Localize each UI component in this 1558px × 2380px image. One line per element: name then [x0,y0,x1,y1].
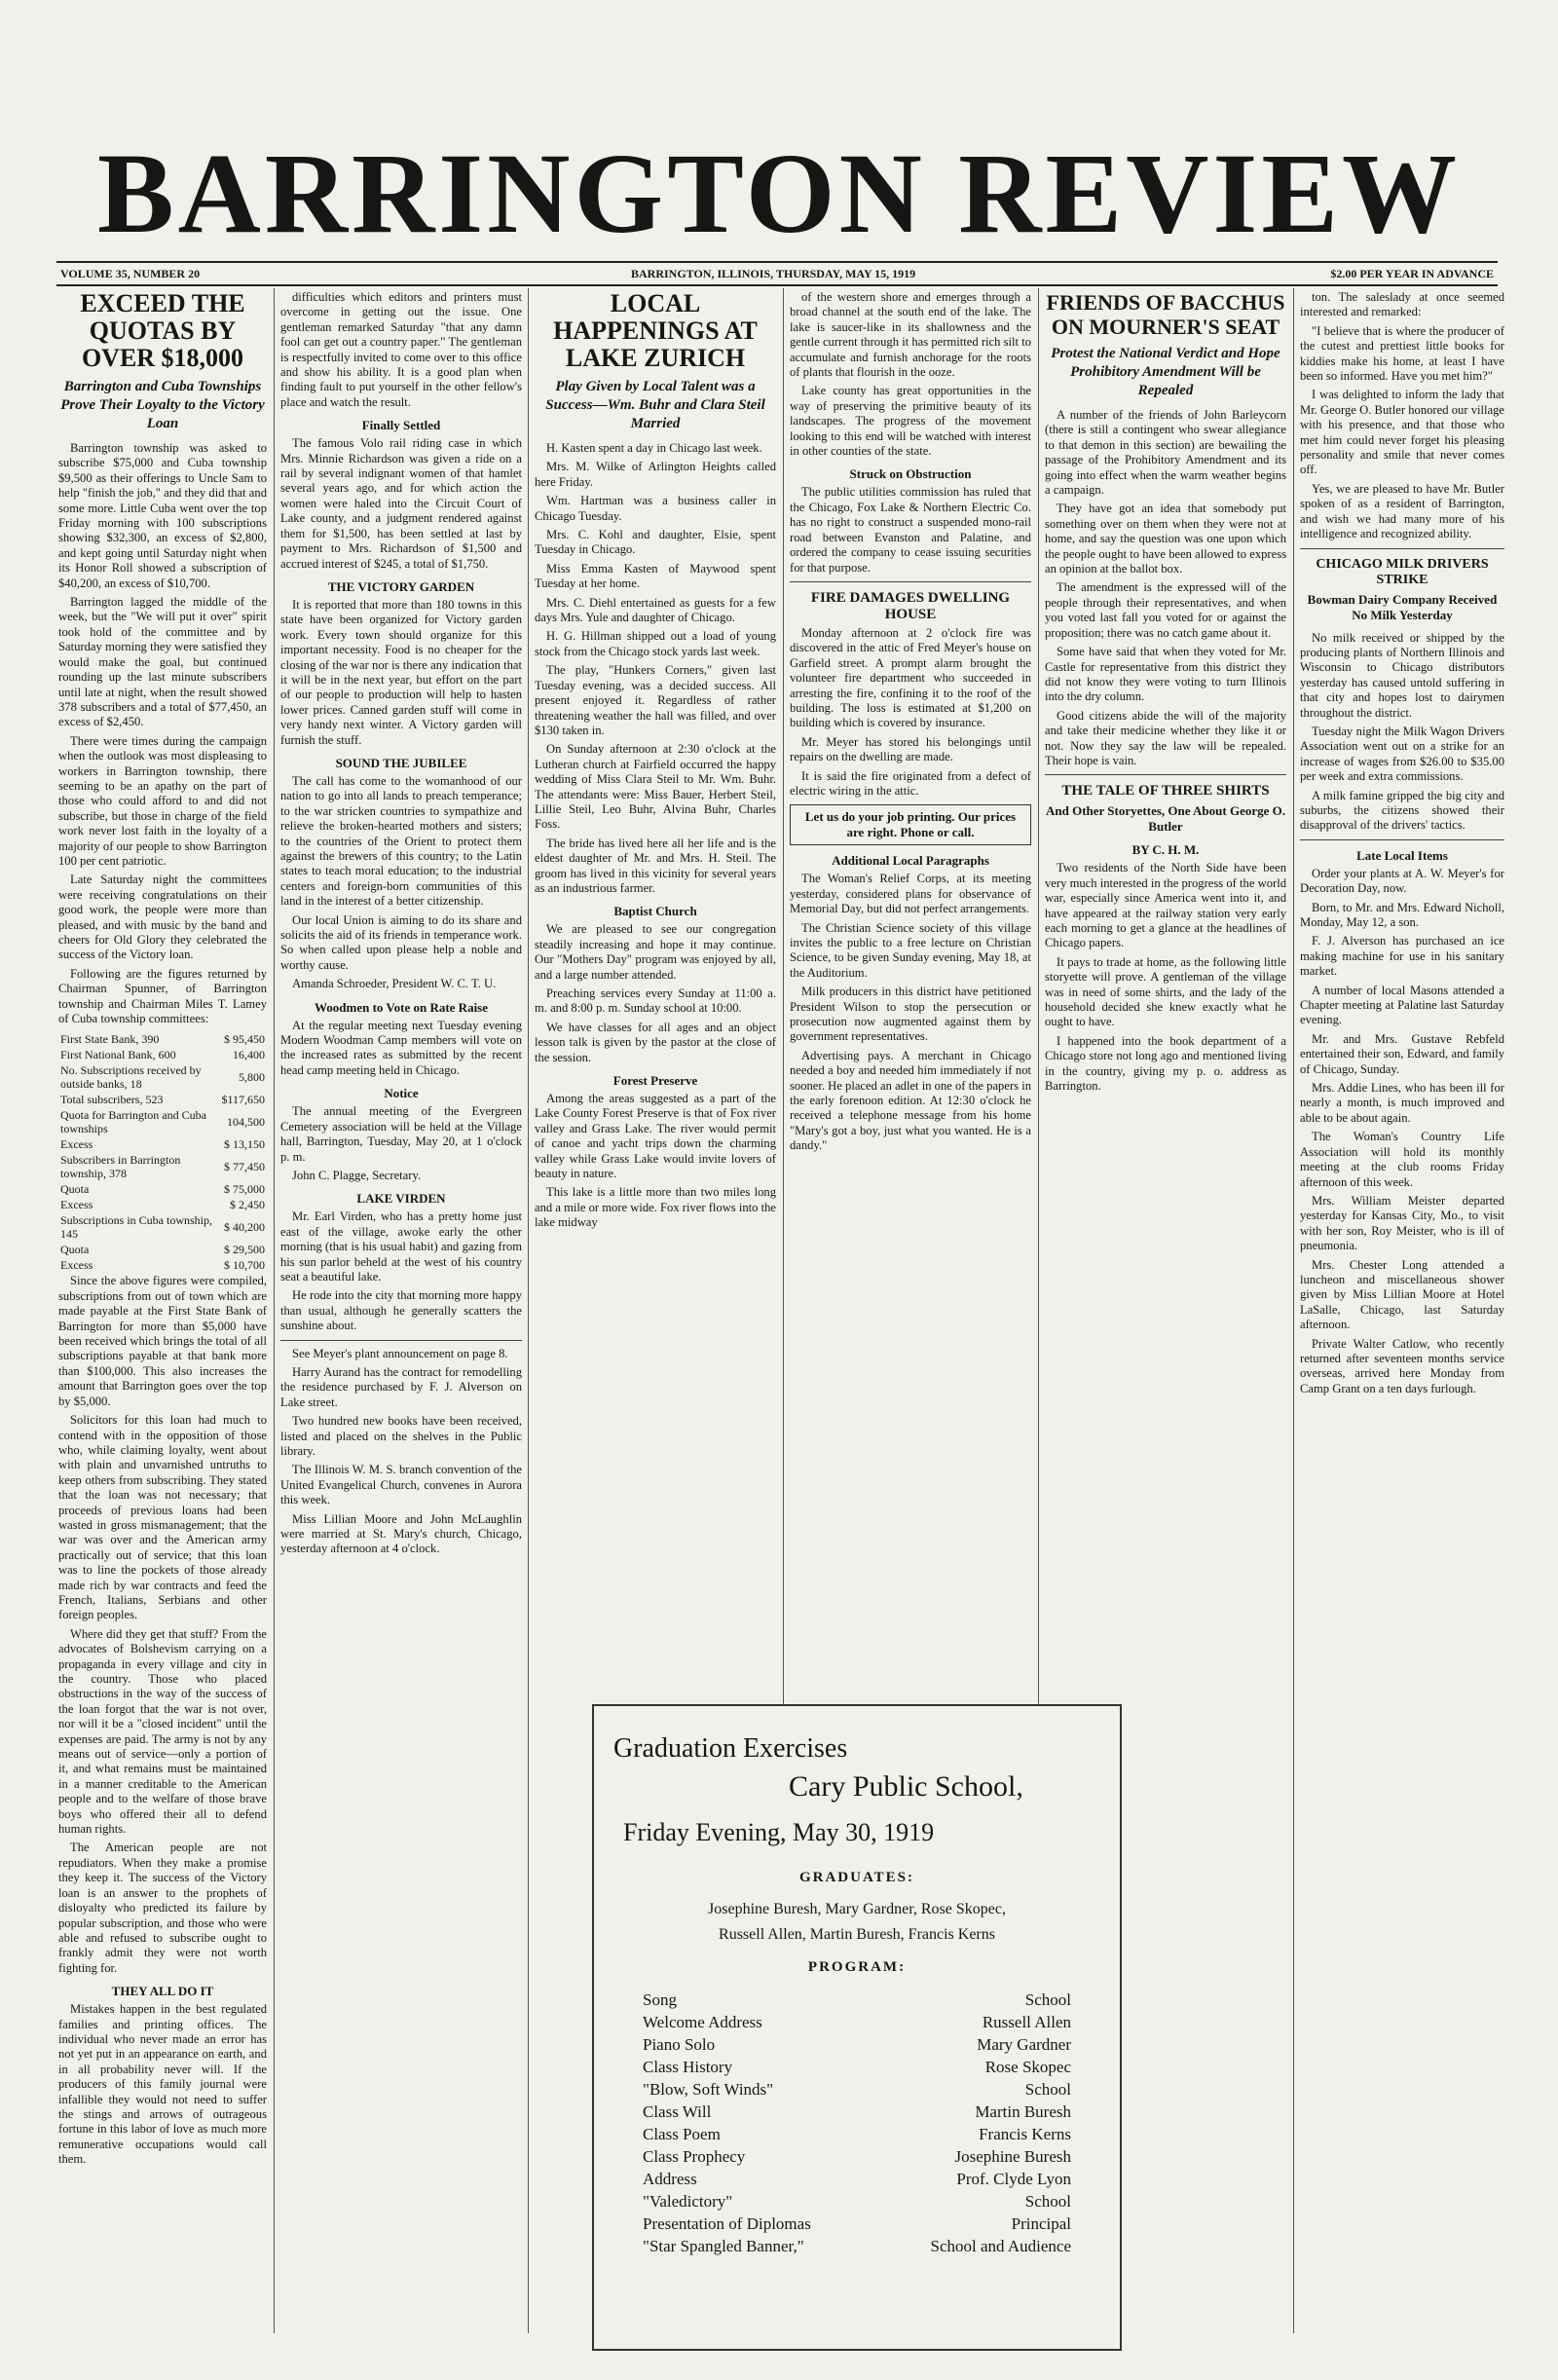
article-paragraph: Yes, we are pleased to have Mr. Butler spoken of as a resident of Barrington, and wish we had many more of his intelligence and recognized ability. [1300,481,1504,541]
article-paragraph: "I believe that is where the producer of the cutest and prettiest little books for kiddies make his home, at least I have been so informed. Have you met him?" [1300,323,1504,384]
table-row: "Valedictory" School [643,2192,1071,2211]
table-row: Excess $ 13,150 [60,1137,265,1152]
article-paragraph: The public utilities commission has ruled that the Chicago, Fox Lake & Northern Electric Co. has no right to construct a suspended mono-rail road between Evanston and Palatine, and ordered the company to cease issuing securities for that purpose. [790,485,1031,575]
news-item: Mrs. C. Kohl and daughter, Elsie, spent Tuesday in Chicago. [535,528,776,557]
heading-lake-virden: LAKE VIRDEN [356,1191,446,1207]
news-item: Milk producers in this district have petitioned President Wilson to stop the persecution or prosecution now augmented against them by government representatives. [790,985,1031,1044]
article-paragraph: Since the above figures were compiled, subscriptions from out of town which are made payable at the First State Bank of Barrington for more than $5,000 have been received which brings the total of all subscriptions payable at that bank more than $100,000. This also increases the amount that Barrington goes over the top by $5,000. [58,1274,267,1408]
heading-forest-preserve: Forest Preserve [612,1073,698,1089]
headline-three-shirts: THE TALE OF THREE SHIRTS [1061,783,1270,800]
table-row: Piano Solo Mary Gardner [643,2035,1071,2054]
news-item: The Christian Science society of this village invites the public to a free lecture on Christian Science, to be given Sunday evening, May 18, at the Auditorium. [790,920,1031,980]
news-item: The Woman's Relief Corps, at its meeting yesterday, considered plans for observance of Memorial Day, but did not perfect arrangements. [790,872,1031,916]
news-item: On Sunday afternoon at 2:30 o'clock at the Lutheran church at Fairfield occurred the happy wedding of Miss Clara Steil to Mr. Wm. Buhr. The attendants were: Miss Bauer, Herbert Steil, Lillie Steil, Leo Buhr, Alvina Buhr, Charles Foss. [535,742,776,832]
headline-milk-strike: CHICAGO MILK DRIVERS STRIKE [1316,556,1489,587]
subhead-milk-strike: Bowman Dairy Company Received No Milk Yesterday [1307,591,1498,622]
article-paragraph: Late Saturday night the committees were receiving congratulations on their good work, the people were more than pleased, and with music by the band and cheers for Old Glory they celebrated the success of the Victory loan. [58,873,267,962]
news-item: The Illinois W. M. S. branch convention of the United Evangelical Church, convenes in Aurora this week. [280,1463,522,1507]
news-item: H. Kasten spent a day in Chicago last week. [546,441,762,455]
signature: John C. Plagge, Secretary. [292,1168,422,1182]
news-item: Born, to Mr. and Mrs. Edward Nicholl, Monday, May 12, a son. [1300,900,1504,929]
column-rule [1293,288,1294,2333]
table-row: Subscriptions in Cuba township, 145 $ 40,200 [60,1213,265,1242]
article-paragraph: He rode into the city that morning more happy than usual, although he generally scatters the sunshine about. [280,1288,522,1333]
article-paragraph: difficulties which editors and printers must overcome in getting out the issue. One gentleman remarked Saturday "that any damn fool can get out a country paper." The gentleman is respectfully invited to come over to this office and show his ability. It is a good plan when finding fault to put yourself in the other fellow's place and watch the result. [280,290,522,409]
article-paragraph: Some have said that when they voted for Mr. Castle for representative from this district they did not know they were voting to turn Illinois into the dry column. [1045,645,1286,704]
column-rule [528,288,529,2333]
table-row: Quota $ 75,000 [60,1182,265,1197]
article-paragraph: The famous Volo rail riding case in which Mrs. Minnie Richardson was given a ride on a rail by several indignant women of that hamlet several years ago, and for which action the women were haled into the Circuit Court of Lake county, and a judgment rendered against them for $1,500, has been settled at last by payment to Mrs. Richardson of $1,500 and accrued interest of $245, a total of $1,750. [280,436,522,571]
table-row: Excess $ 2,450 [60,1198,265,1212]
article-paragraph: We have classes for all ages and an object lesson talk is given by the pastor at the close of the session. [535,1020,776,1064]
heading-additional-paragraphs: Additional Local Paragraphs [832,853,989,869]
article-paragraph: I happened into the book department of a Chicago store not long ago and mentioned living in the country, giving my p. o. address as Barrington. [1045,1033,1286,1094]
loan-figures-table [58,1030,267,1274]
school-name: Cary Public School, [789,1770,1023,1803]
article-paragraph: A milk famine gripped the big city and suburbs, the citizens showed their disapproval of the drivers' tactics. [1300,788,1504,833]
program-table [643,1989,1071,2257]
article-paragraph: Monday afternoon at 2 o'clock fire was discovered in the attic of Fred Meyer's house on Garfield street. A prompt alarm brought the volunteer fire department who succeeded in arresting the fire, confining it to the roof of the building. The loss is estimated at $1,200 on building which is covered by insurance. [790,625,1031,730]
article-paragraph: It pays to trade at home, as the following little storyette will prove. A gentleman of the village was in need of some shirts, and the lady of the household decided she knew exactly what he ought to have. [1045,954,1286,1029]
news-item: The bride has lived here all her life and is the eldest daughter of Mr. and Mrs. H. Steil. The groom has lived in this vicinity for several years as an industrious farmer. [535,836,776,895]
article-paragraph: The amendment is the expressed will of the people through their representatives, and when you voted last fall you voted for or against the proposition; there was no catch game about it. [1045,580,1286,640]
article-paragraph: This lake is a little more than two miles long and a mile or more wide. Fox river flows into the lake midway [535,1185,776,1230]
article-paragraph: The American people are not repudiators. When they make a promise they keep it. The success of the Victory loan is an answer to the prophets of disloyalty who predicted its failure by popular subscription, and those who were able and refused to subscribe ought to frankly admit they were not worth fighting for. [58,1841,267,1975]
table-row: Subscribers in Barrington township, 378 $ 77,450 [60,1153,265,1181]
graduates-line: Josephine Buresh, Mary Gardner, Rose Skopec, [708,1901,1006,1917]
article-paragraph: Barrington township was asked to subscribe $75,000 and Cuba township $9,500 as their offerings to Uncle Sam to help "finish the job," and they did that and some more. Little Cuba went over the top Friday morning with 100 subscriptions showing $32,300, an excess of $2,800, and kept going until Saturday night when its Honor Roll showed a subscription of $40,200, an excess of $10,700. [58,441,267,590]
article-paragraph: No milk received or shipped by the producing plants of Northern Illinois and Wisconsin to Chicago distributors yesterday has caused untold suffering in that city and hopes lost to dairymen throughout the district. [1300,630,1504,720]
issue-place-date: BARRINGTON, ILLINOIS, THURSDAY, MAY 15, 1919 [631,267,916,280]
table-row: First National Bank, 600 16,400 [60,1048,265,1062]
article-paragraph: At the regular meeting next Tuesday evening Modern Woodman Camp members will vote on the increased rates as submitted by the recent head camp meeting held in Chicago. [280,1018,522,1077]
table-row: Class Poem Francis Kerns [643,2125,1071,2143]
divider [280,1340,522,1341]
dateline-bar [56,261,1498,286]
article-paragraph: Preaching services every Sunday at 11:00 a. m. and 8:00 p. m. Sunday school at 10:00. [535,986,776,1016]
news-item: Harry Aurand has the contract for remodelling the residence purchased by F. J. Alverson on Lake street. [280,1364,522,1409]
divider [790,581,1031,582]
divider [1045,774,1286,775]
table-row: Total subscribers, 523 $117,650 [60,1093,265,1107]
heading-they-all-do-it: THEY ALL DO IT [111,1984,214,1999]
byline: BY C. H. M. [1131,842,1200,858]
article-paragraph: Good citizens abide the will of the majority and take their medicine whether they like it or not. Now they say the law will be repealed. Their hope is vain. [1045,708,1286,767]
job-printing-ad: Let us do your job printing. Our prices are right. Phone or call. [790,804,1031,845]
subhead-three-shirts: And Other Storyettes, One About George O. Butler [1045,803,1286,835]
article-paragraph: Solicitors for this loan had much to contend with in the opposition of those who, while claiming loyalty, went about with plain and unvarnished untruths to keep others from subscribing. They stated that the loan was not necessary; that proceeds of previous loans had been wasted in gross mismanagement; that the war was over and the American army practically out of service; that this loan was to line the pockets of those already made rich by war contracts and feed the French, Italians, Serbians and other foreign peoples. [58,1413,267,1622]
article-paragraph: The call has come to the womanhood of our nation to go into all lands to preach temperance; to the war stricken countries to sympathize and relieve the broken-hearted mothers and sisters; to the countries of the Orient to protect them against the brewers of this country; to the Latin states to teach moral education; to the industrial centers and foreign-born communities of this land in the interest of a better citizenship. [280,773,522,909]
heading-sound-jubilee: SOUND THE JUBILEE [335,755,467,770]
news-item: H. G. Hillman shipped out a load of young stock from the Chicago stock yards last week. [535,629,776,658]
article-paragraph: We are pleased to see our congregation steadily increasing and hope it may continue. Our "Mothers Day" program was enjoyed by all, and a large number attended. [535,922,776,982]
article-paragraph: ton. The saleslady at once seemed interested and remarked: [1300,290,1504,319]
table-row: Class Will Martin Buresh [643,2102,1071,2121]
news-item: See Meyer's plant announcement on page 8. [292,1346,508,1360]
article-paragraph: It is said the fire originated from a defect of electric wiring in the attic. [790,768,1031,798]
article-paragraph: The annual meeting of the Evergreen Cemetery association will be held at the Village hall, Barrington, Tuesday, May 20, at 1 o'clock p. m. [280,1104,522,1164]
news-item: Mrs. William Meister departed yesterday for Kansas City, Mo., to visit with her son, Roy Meister, who is ill of pneumonia. [1300,1193,1504,1253]
divider [1300,839,1504,840]
headline-friends-bacchus: FRIENDS OF BACCHUS ON MOURNER'S SEAT [1046,290,1285,339]
heading-baptist-church: Baptist Church [613,904,697,919]
table-row: "Blow, Soft Winds" School [643,2080,1071,2099]
article-paragraph: Mr. Earl Virden, who has a pretty home just east of the village, awoke early the other morning (that is his usual habit) and gazing from his sun parlor beheld at the west of his country seat a beautiful lake. [280,1209,522,1283]
graduates-label: GRADUATES: [798,1870,915,1885]
article-paragraph: They have got an idea that somebody put something over on them when they were not at home, and say the question was one upon which the people ought to have been allowed to express an opinion at the ballot box. [1045,502,1286,576]
heading-notice: Notice [384,1086,419,1101]
graduates-list [613,1897,1100,1948]
divider [1300,548,1504,549]
graduation-date: Friday Evening, May 30, 1919 [623,1818,935,1846]
news-item: Wm. Hartman was a business caller in Chicago Tuesday. [535,494,776,523]
table-row: Quota for Barrington and Cuba townships 104,500 [60,1108,265,1136]
article-paragraph: of the western shore and emerges through a broad channel at the south end of the lake. The lake is saucer-like in its shallowness and the gentle current through it has permitted rich silt to accumulate and furnish anchorage for the roots of plants that flourish in the ooze. [790,290,1031,380]
table-row: Excess $ 10,700 [60,1258,265,1273]
article-paragraph: Mr. Meyer has stored his belongings until repairs on the dwelling are made. [790,734,1031,764]
headline-lake-zurich: LOCAL HAPPENINGS AT LAKE ZURICH [553,290,758,372]
news-item: Miss Lillian Moore and John McLaughlin were married at St. Mary's church, Chicago, yesterday afternoon at 4 o'clock. [280,1511,522,1556]
news-item: The play, "Hunkers Corners," given last Tuesday evening, was a decided success. All present enjoyed it. Regardless of rather threatening weather the hall was filled, and over $130 taken in. [535,663,776,737]
column-2 [280,290,522,2345]
headline-fire-damages: FIRE DAMAGES DWELLING HOUSE [810,589,1011,622]
table-row: Class Prophecy Josephine Buresh [643,2147,1071,2166]
table-row: Address Prof. Clyde Lyon [643,2170,1071,2188]
program-label: PROGRAM: [807,1959,907,1975]
article-paragraph: Two residents of the North Side have been very much interested in the progress of the world war, especially since America went into it, and have appeared at the railway station very early each morning to get a glance at the headlines of Chicago papers. [1045,861,1286,950]
graduation-announcement [592,1704,1122,2351]
signature: Amanda Schroeder, President W. C. T. U. [292,977,497,991]
subhead-victory-loan: Barrington and Cuba Townships Prove Their Loyalty to the Victory Loan [60,379,265,431]
news-item: A number of local Masons attended a Chapter meeting at Palatine last Saturday evening. [1300,983,1504,1027]
article-paragraph: It is reported that more than 180 towns in this state have been organized for Victory garden work. Every town should organize for this important necessity. Food is no cheaper for the closing of the war nor is there any indication that it will be in the next year, but effort on the part of our people to production will help to hasten lower prices. Canned garden stuff will come in very handy next winter. A Victory garden will furnish the stuff. [280,597,522,747]
table-row: Welcome Address Russell Allen [643,2013,1071,2031]
article-paragraph: A number of the friends of John Barleycorn (there is still a contingent who swear allegiance to that demon in this section) are bewailing the passage of the Prohibitory Amendment and its going into effect when the warm weather begins a campaign. [1045,408,1286,498]
heading-struck-obstruction: Struck on Obstruction [849,466,972,482]
column-rule [274,288,275,2333]
subscription-price: $2.00 PER YEAR IN ADVANCE [1330,267,1494,280]
masthead-title: BARRINGTON REVIEW [96,130,1462,257]
column-1 [58,290,267,2345]
table-row: Presentation of Diplomas Principal [643,2214,1071,2233]
news-item: Private Walter Catlow, who recently returned after seventeen months service overseas, arrived here Monday from Camp Grant on a ten days furlough. [1300,1336,1504,1395]
column-4 [790,290,1031,1697]
article-paragraph: Barrington lagged the middle of the week, but the "We will put it over" spirit took hold of the committee and by Saturday morning they were satisfied they would make the goal, but continued rounding up the last minute subscribers until late at night, when the result showed 378 subscribers and a total of $77,450, an excess of $2,450. [58,595,267,729]
article-paragraph: Tuesday night the Milk Wagon Drivers Association went out on a strike for an increase of wages from $26.00 to $35.00 per week and extra commissions. [1300,724,1504,784]
article-paragraph: Mistakes happen in the best regulated families and printing offices. The individual who never made an error has not yet put in an appearance on earth, and in all probability never will. If the producers of this family journal were infallible they would not need to suffer the stings and arrows of outrageous fortune in this labor of love as much more remunerative occupations would call them. [58,2002,267,2167]
news-item: Miss Emma Kasten of Maywood spent Tuesday at her home. [535,561,776,591]
news-item: Order your plants at A. W. Meyer's for Decoration Day, now. [1300,866,1504,896]
table-row: "Star Spangled Banner," School and Audience [643,2237,1071,2255]
column-3 [535,290,776,1697]
article-paragraph: I was delighted to inform the lady that Mr. George O. Butler honored our village with his presence, and that those who met him could never forget his pleasing personality and smile that never comes off. [1300,388,1504,477]
article-paragraph: Where did they get that stuff? From the advocates of Bolshevism carrying on a propaganda in every village and city in the country. Those who placed obstructions in the way of the success of the loan forgot that the war is not over, nor will it be a "closed incident" until the expenses are paid. The army is not by any means out of service—only a portion of it, and what remains must be maintained in a manner creditable to the American people and to the welfare of those brave boys who offered their all to defend human rights. [58,1626,267,1837]
news-item: Two hundred new books have been received, listed and placed on the shelves in the Public library. [280,1414,522,1458]
article-paragraph: Lake county has great opportunities in the way of preserving the primitive beauty of its landscapes. The progress of the movement looking to this end will be watched with interest in other counties of the state. [790,384,1031,459]
news-item: Mrs. Addie Lines, who has been ill for nearly a month, is much improved and able to be about again. [1300,1081,1504,1125]
news-item: Mr. and Mrs. Gustave Rebfeld entertained their son, Edward, and family of Chicago, Sunday. [1300,1031,1504,1076]
subhead-prohibition: Protest the National Verdict and Hope Prohibitory Amendment Will be Repealed [1051,346,1280,398]
heading-finally-settled: Finally Settled [361,418,441,433]
heading-late-local-items: Late Local Items [1356,847,1448,863]
article-paragraph: Following are the figures returned by Chairman Spunner, of Barrington township and Chairman Miles T. Lamey of Cuba township committees: [58,966,267,1026]
table-row: Song School [643,1990,1071,2009]
heading-victory-garden: THE VICTORY GARDEN [327,578,475,594]
headline-exceed-quotas: EXCEED THE QUOTAS BY OVER $18,000 [80,290,245,372]
news-item: Mrs. Chester Long attended a luncheon and miscellaneous shower given by Miss Lillian Moore at Hotel LaSalle, Chicago, last Saturday afternoon. [1300,1257,1504,1332]
volume-number: VOLUME 35, NUMBER 20 [60,267,201,280]
graduates-line: Russell Allen, Martin Buresh, Francis Kerns [719,1926,995,1943]
table-row: First State Bank, 390 $ 95,450 [60,1032,265,1047]
article-paragraph: Among the areas suggested as a part of the Lake County Forest Preserve is that of Fox river valley and Grass Lake. The river would permit of canoe and yacht trips down the charming valley while Grass Lake would invite lovers of beauty in nature. [535,1092,776,1181]
table-row: Quota $ 29,500 [60,1243,265,1257]
news-item: Advertising pays. A merchant in Chicago needed a boy and needed him immediately if not sooner. He placed an adlet in one of the papers in the early forenoon edition. At 12:30 o'clock he received a telephone message from his home "Mary's got a boy, just what you wanted. He is a dandy." [790,1048,1031,1153]
column-6 [1300,290,1504,2345]
heading-woodmen: Woodmen to Vote on Rate Raise [314,999,489,1015]
subhead-lake-zurich: Play Given by Local Talent was a Success—Wm. Buhr and Clara Steil Married [545,379,765,431]
news-item: The Woman's Country Life Association will hold its monthly meeting at the club rooms Friday afternoon of this week. [1300,1130,1504,1189]
news-item: Mrs. M. Wilke of Arlington Heights called here Friday. [535,460,776,489]
news-item: Mrs. C. Diehl entertained as guests for a few days Mrs. Yule and daughter of Chicago. [535,595,776,625]
article-paragraph: There were times during the campaign when the outlook was most displeasing to workers in Barrington township, there seeming to be an apathy on the part of those who could afford to and did not subscribe, but those in charge of the field work never lost faith in the loyalty of a majority of our people to show Barrington 100 per cent patriotic. [58,733,267,868]
article-paragraph: Our local Union is aiming to do its share and solicits the aid of its friends in temperance work. So when called upon please help a noble and worthy cause. [280,912,522,972]
table-row: Class History Rose Skopec [643,2058,1071,2076]
news-item: F. J. Alverson has purchased an ice making machine for use in his sanitary market. [1300,934,1504,979]
table-row: No. Subscriptions received by outside banks, 18 5,800 [60,1063,265,1092]
graduation-title: Graduation Exercises [613,1733,848,1764]
